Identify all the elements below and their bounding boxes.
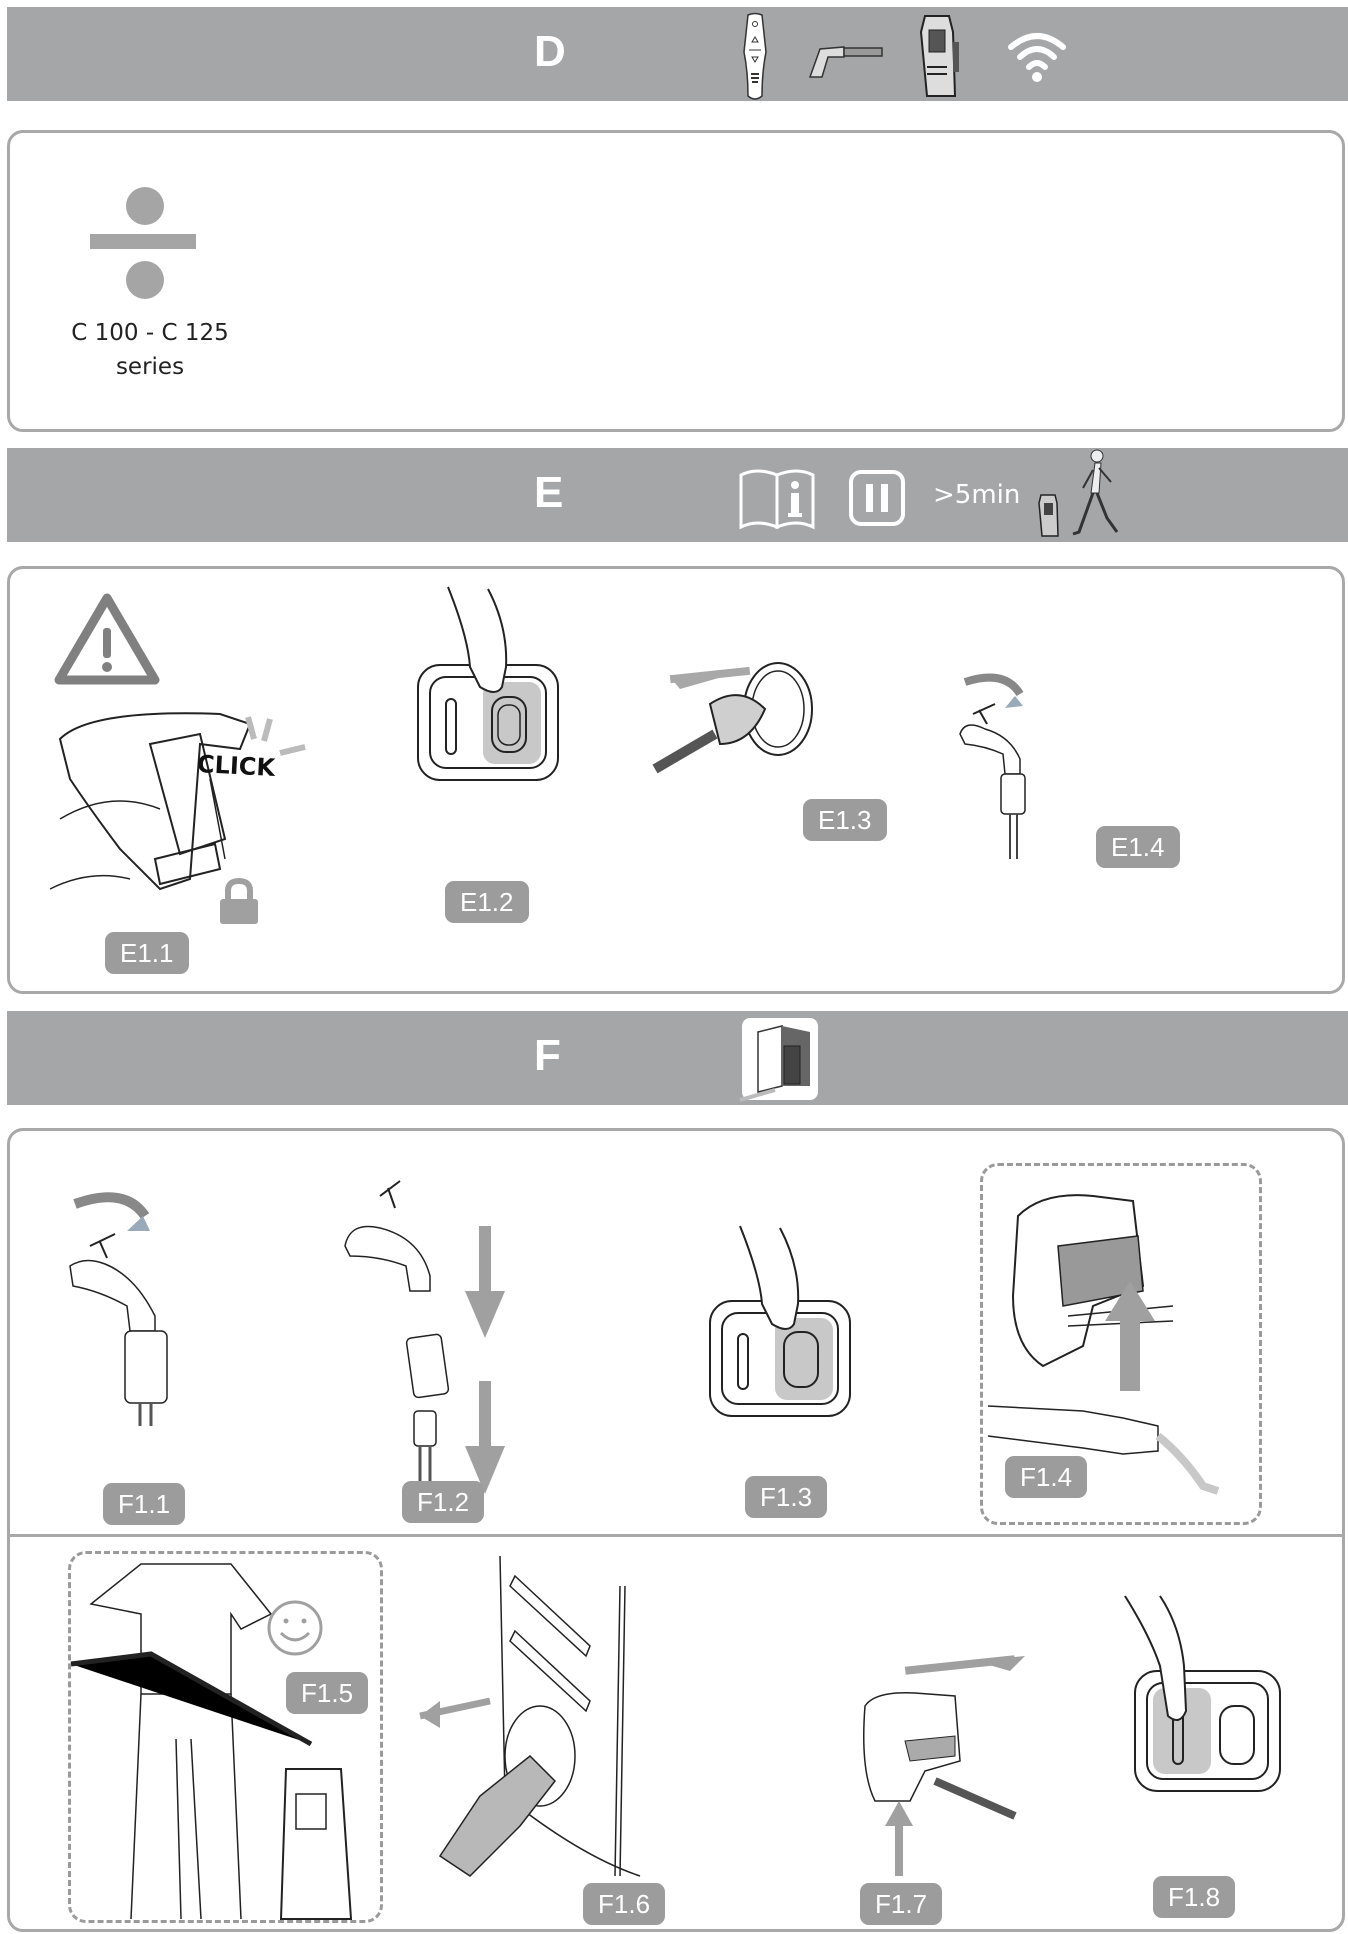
row-divider (10, 1534, 1342, 1537)
step-badge-e1-4: E1.4 (1096, 826, 1180, 868)
disconnect-gun-hose-illustration (855, 1651, 1055, 1881)
step-badge-e1-2: E1.2 (445, 881, 529, 923)
read-manual-icon (737, 465, 817, 529)
press-switch-illustration (700, 1226, 860, 1426)
step-badge-f1-1: F1.1 (103, 1483, 185, 1525)
step-badge-e1-3: E1.3 (803, 799, 887, 841)
release-pressure-illustration (983, 1186, 1253, 1496)
close-tap-illustration (65, 1186, 205, 1426)
section-e-panel (7, 566, 1345, 994)
close-tap-illustration (955, 674, 1055, 859)
section-d-letter: D (534, 27, 566, 76)
series-line-2: series (115, 354, 185, 380)
click-text: CLICK (196, 749, 276, 783)
wifi-icon (1007, 29, 1067, 84)
power-switch-off-illustration (408, 587, 568, 787)
warning-triangle-icon (55, 594, 160, 686)
machine-icon (1037, 493, 1061, 538)
disconnect-hose-illustration (340, 1166, 540, 1496)
divide-icon (90, 188, 200, 303)
step-badge-f1-6: F1.6 (583, 1883, 665, 1925)
storage-indoor-icon (740, 1016, 820, 1104)
series-label (60, 316, 240, 384)
pause-icon (849, 470, 905, 526)
step-badge-f1-3: F1.3 (745, 1476, 827, 1518)
step-badge-f1-4: F1.4 (1005, 1456, 1087, 1498)
spray-gun-icon (802, 37, 887, 82)
f1-5-dashed-frame (68, 1551, 383, 1923)
smiley-icon (266, 1599, 324, 1657)
section-f-panel (7, 1128, 1345, 1932)
lock-icon (218, 879, 260, 925)
switch-off-illustration (1120, 1596, 1290, 1816)
f1-4-dashed-frame (980, 1163, 1262, 1525)
step-badge-e1-1: E1.1 (105, 932, 189, 974)
disconnect-inlet-hose-illustration (420, 1556, 790, 1886)
duration-text: >5min (933, 480, 1021, 510)
section-f-letter: F (534, 1031, 561, 1080)
section-d-header (7, 7, 1348, 101)
pressure-washer-icon (917, 12, 962, 100)
walking-person-icon (1069, 448, 1129, 538)
click-sound-lines (240, 709, 310, 769)
series-line-1: C 100 - C 125 (71, 320, 229, 346)
unplug-illustration (650, 649, 820, 779)
section-e-header (7, 448, 1348, 542)
remote-control-icon (740, 12, 770, 102)
section-e-letter: E (534, 468, 564, 517)
section-f-header (7, 1011, 1348, 1105)
step-badge-f1-8: F1.8 (1153, 1876, 1235, 1918)
step-badge-f1-5: F1.5 (286, 1672, 368, 1714)
step-badge-f1-2: F1.2 (402, 1481, 484, 1523)
section-d-panel (7, 130, 1345, 432)
person-with-washer-illustration (71, 1554, 381, 1919)
step-badge-f1-7: F1.7 (860, 1883, 942, 1925)
